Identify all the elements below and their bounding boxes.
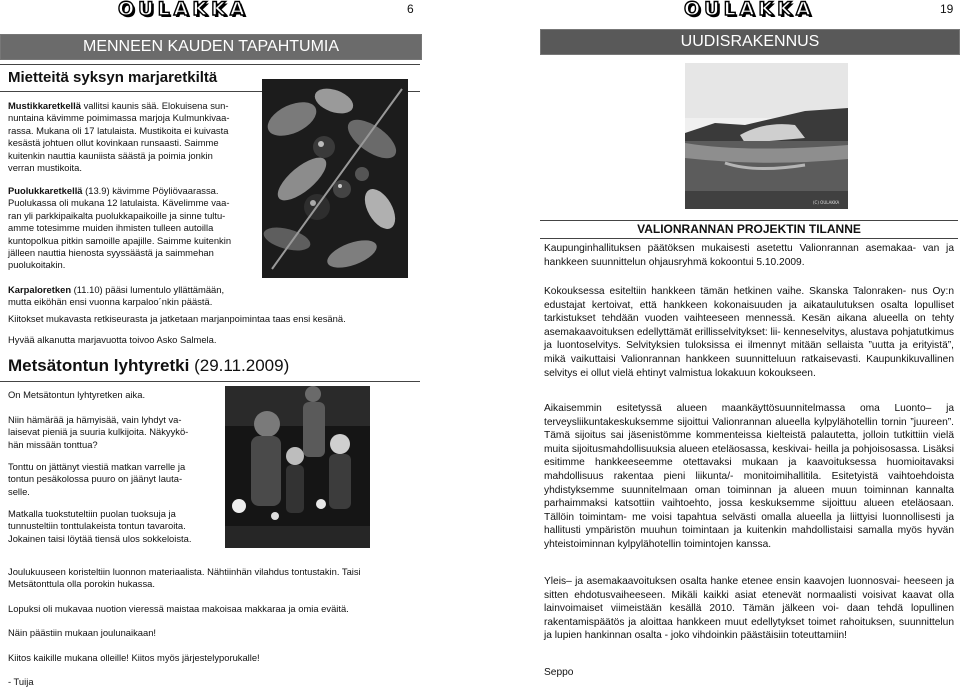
lantern-paragraph-7: Näin päästiin mukaan joulunaikaan! bbox=[8, 627, 157, 638]
article-title-lantern-walk-main: Metsätontun lyhtyretki bbox=[8, 356, 190, 375]
project-paragraph-3: Aikaisemmin esitetyssä alueen maankäyttösuunnitelmassa oma Luonto– ja terveysliikuntakeskuksemme sijoittui Valionrannan alueella kylpylähotellin tornin ”juureen”. Tämä sijoitus sai jäsenistömme kommenteissa kielteistä palautetta, jolloin tutkittiin vielä muita sijoitusmahdollisuuksia alueen eteläosassa, keskivai- heilla ja pohjoisosassa. Lisäksi esitimme hankkeeseemme otettavaksi mukaan ja kaavoituksessa huomioitavaksi mahdollisuus rakentaa pieni liikunta/- monitoimihallitila. Esitetyistä vaihtoehdoista yhdistyksemme suunnitelmaan oman toiminnan ja alueen muun toiminnan kannalta parhaimmaksi katsottiin vaihtoehto, jossa keskuksemme sijoittuu alueen eteläosaan. Tällöin toimintam- me voisi tapahtua selvästi omalla alueella ja liittyisi luonnollisesti ja hallitusti ympäristön muuhun toimintaan ja kuitenkin mahdollistaisi samalla myös hyvän yhteistoiminnan kylpylähotellin toimintojen kanssa. bbox=[544, 403, 954, 550]
lantern-paragraph-5: Joulukuuseen koristeltiin luonnon materiaalista. Nähtiinhän vilahdus tontustakin. Taisi Metsätonttula olla porokin hukassa. bbox=[8, 566, 361, 590]
page-number-right: 19 bbox=[940, 2, 954, 16]
berry-text-3: (11.10) pääsi lumentulo yllättämään, mutta eiköhän ensi vuonna karpaloo´nkin päästä. bbox=[8, 284, 225, 308]
berry-lead-1: Mustikkaretkellä bbox=[8, 100, 81, 111]
article-title-berries: Mietteitä syksyn marjaretkiltä bbox=[8, 69, 218, 86]
berry-lead-2: Puolukkaretkellä bbox=[8, 185, 83, 196]
oulakka-logo-right: OULAKKA bbox=[684, 0, 815, 20]
section-header-left bbox=[0, 34, 422, 60]
article-title-lantern-walk-date: (29.11.2009) bbox=[189, 356, 290, 375]
blueberry-photo bbox=[262, 79, 408, 278]
berry-lead-3: Karpaloretken bbox=[8, 284, 72, 295]
article-title-lantern-walk bbox=[8, 356, 289, 376]
blueberry-photo-drawing bbox=[262, 79, 408, 278]
page-number-left: 6 bbox=[407, 2, 414, 16]
oulakka-logo-left: OULAKKA bbox=[118, 0, 249, 20]
lantern-paragraph-8: Kiitos kaikille mukana olleille! Kiitos myös järjestelyporukalle! bbox=[8, 652, 260, 663]
lantern-walk-photo-drawing bbox=[225, 386, 370, 548]
berry-paragraph-5: Hyvää alkanutta marjavuotta toivoo Asko Salmela. bbox=[8, 334, 217, 345]
lantern-paragraph-3: Tonttu on jättänyt viestiä matkan varrelle ja tontun pesäkolossa puuro on jäänyt lauta- selle. bbox=[8, 461, 186, 497]
section-header-right bbox=[540, 29, 960, 55]
berry-paragraph-3 bbox=[8, 284, 278, 309]
valionranta-photo-drawing bbox=[685, 63, 848, 209]
divider bbox=[0, 64, 420, 65]
lantern-signature: - Tuija bbox=[8, 676, 34, 687]
berry-text-2: (13.9) kävimme Pöyliövaarassa. Puolukassa oli mukana 12 latulaista. Kävelimme vaa- ran yli parkkipaikalta puolukkapaikoille ja sinne tultu- amme totesimme muiden ihmisten tulleen autoilla kuntopolkua pitkin samoille apajille. Saimme kuitenkin jälleen nauttia hienosta syyssäästä ja saimmehan puolukoitakin. bbox=[8, 185, 232, 271]
lantern-walk-photo bbox=[225, 386, 370, 548]
berry-paragraph-4: Kiitokset mukavasta retkiseurasta ja jatketaan marjanpoimintaa taas ensi kesänä. bbox=[8, 313, 346, 324]
project-paragraph-1: Kaupunginhallituksen päätöksen mukaisesti asetettu Valionrannan asemakaa- van ja hankkeen suunnittelun ohjausryhmä kokoontui 5.10.2009. bbox=[544, 243, 954, 268]
valionranta-photo bbox=[685, 63, 848, 209]
lantern-paragraph-6: Lopuksi oli mukavaa nuotion vieressä maistaa makoisaa makkaraa ja omia eväitä. bbox=[8, 603, 349, 614]
photo-caption: (C) OULAKKA bbox=[813, 200, 840, 205]
project-paragraph-2: Kokouksessa esiteltiin hankkeen tämän hetkinen vaihe. Skanska Talonraken- nus Oy:n edustajat kertoivat, että hankkeen kokonaisuuden ja aikataulutuksen osalta lopulliset tarkistukset tehdään vuoden vaihteeseen mennessä. Kesän aikana alueella on tehty asemakaavoituksen edellyttämät erillisselvitykset: lii- kenneselvitys, alustava pohjatutkimus ja luontoselvitys. Selvityksien tuloksissa ei ilmennyt mitään sellaista ”uutta ja erityistä”, mikä vaikuttaisi Valionrannan hankkeen suunnitteluun ratkaisevasti. Kaupunkikuvallinen selvitys ei ollut vielä ehtinyt valmistua lokakuun kokoukseen. bbox=[544, 286, 954, 379]
divider bbox=[0, 381, 420, 382]
project-signature: Seppo bbox=[544, 667, 574, 678]
berry-paragraph-2 bbox=[8, 185, 258, 272]
berry-paragraph-1 bbox=[8, 100, 258, 174]
berry-text-1: vallitsi kaunis sää. Elokuisena sun- nuntaina kävimme poimimassa marjoja Kulmunkivaa- rassa. Mukana oli 17 latulaista. Mustikoita ei kuivasta kesästä johtuen ollut kovinkaan runsaasti. Saimme kuitenkin nauttia kauniista säästä ja poimia jonkin verran mustikoita. bbox=[8, 100, 230, 174]
project-status-title: VALIONRANNAN PROJEKTIN TILANNE bbox=[637, 222, 861, 236]
divider bbox=[540, 220, 958, 221]
lantern-paragraph-1: On Metsätontun lyhtyretken aika. bbox=[8, 389, 146, 400]
lantern-paragraph-4: Matkalla tuokstuteltiin puolan tuoksuja ja tunnusteltiin tonttulakeista tontun tavaroita. Jokainen taisi löytää tiensä ulos sokkeloista. bbox=[8, 508, 192, 544]
divider bbox=[540, 238, 958, 239]
section-header-right-text: UUDISRAKENNUS bbox=[680, 33, 820, 50]
section-header-left-text: MENNEEN KAUDEN TAPAHTUMIA bbox=[82, 38, 340, 55]
lantern-paragraph-2: Niin hämärää ja hämyisää, vain lyhdyt va- laisevat pieniä ja suuria kulkijoita. Näkyykö- hän missään tonttua? bbox=[8, 414, 189, 450]
section-rule-top bbox=[540, 220, 958, 221]
project-paragraph-4: Yleis– ja asemakaavoituksen osalta hanke etenee ensin kaavojen luonnosvai- heeseen ja sitten ehdotusvaiheeseen. Mikäli kaikki asiat etenevät normaalisti voisivat kaavat olla lainvoimaiset viimeistään kesällä 2010. Tämän jälkeen voi- daan tehdä lopullinen rakentamispäätös ja aloittaa hankkeen muut edellytykset toimet rahoituksen, suunnittelun ja lupien hankinnan osalta - joko vihdoinkin päästäisiin toteuttamiin! bbox=[544, 576, 954, 642]
